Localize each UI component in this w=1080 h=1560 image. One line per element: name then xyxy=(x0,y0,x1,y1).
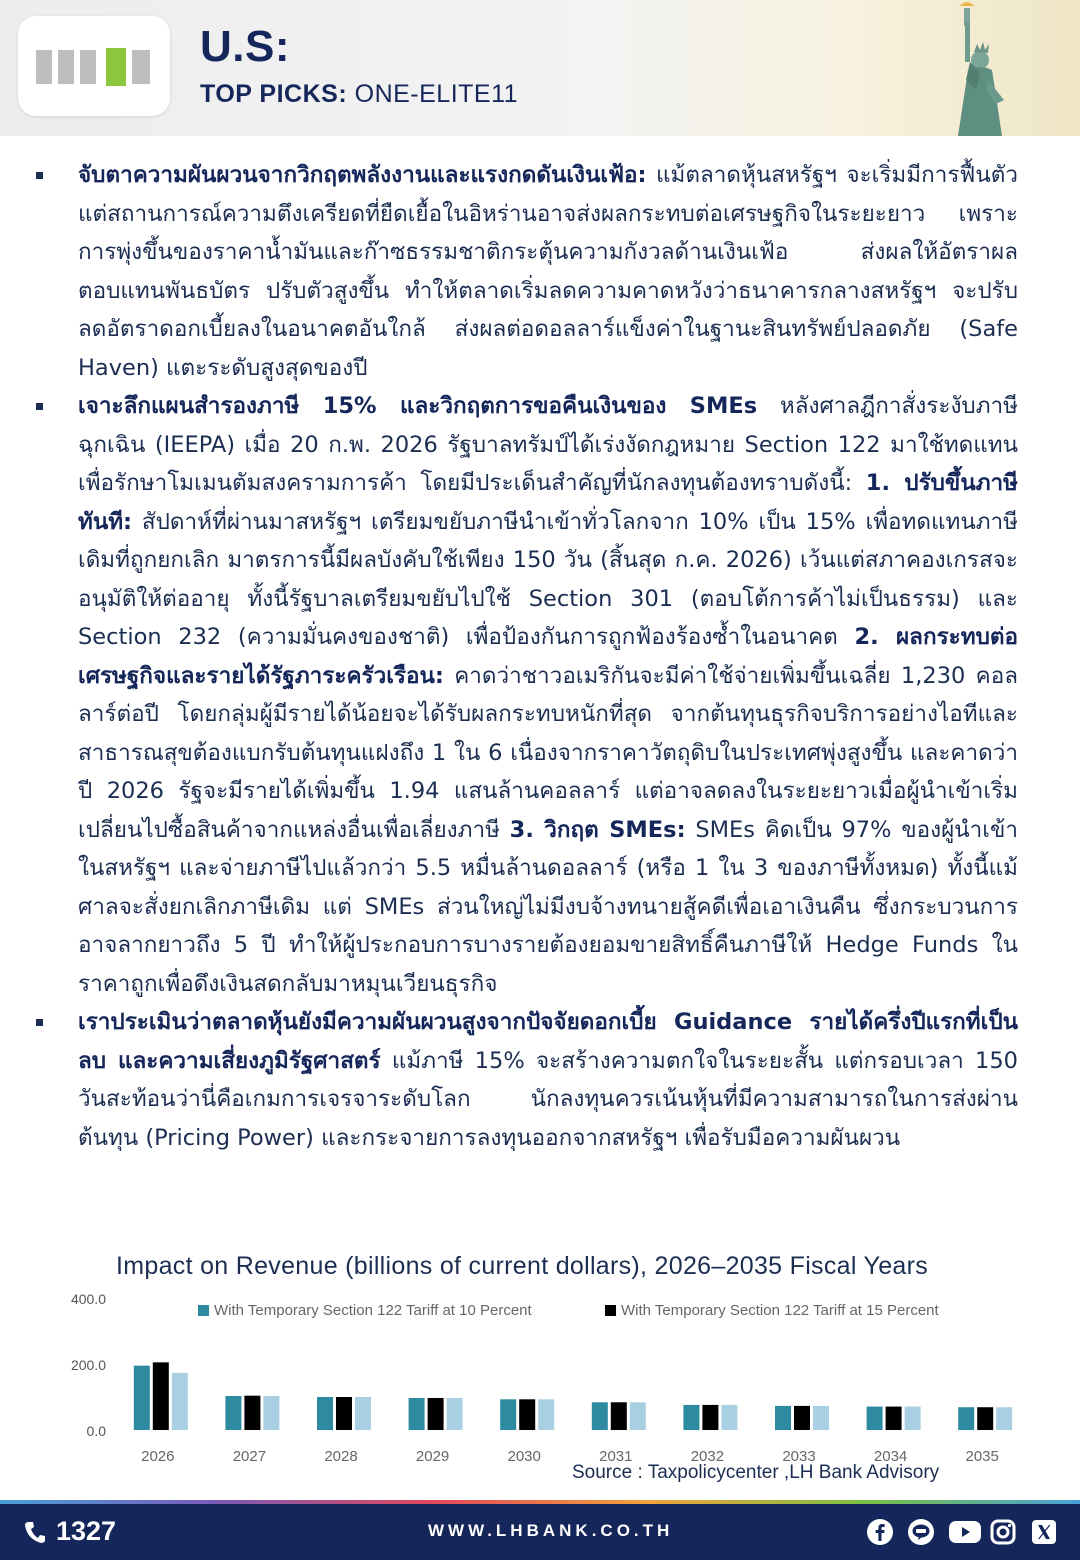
line-icon[interactable] xyxy=(907,1518,935,1546)
x-tick-label: 2029 xyxy=(415,1448,450,1465)
bar-2031-series-1 xyxy=(592,1402,608,1430)
point-1-heading: 1. ปรับขึ้นภาษีทันที: xyxy=(78,470,1018,535)
bar-2032-series-1 xyxy=(683,1405,699,1430)
bar-2029-series-1 xyxy=(409,1398,425,1430)
x-icon[interactable] xyxy=(1030,1518,1058,1546)
subtitle-label: TOP PICKS: xyxy=(200,80,348,108)
bar-2026-series-1 xyxy=(134,1366,150,1430)
statue-of-liberty-image xyxy=(930,0,1040,136)
point-3-text: SMEs คิดเป็น 97% ของผู้นำเข้าในสหรัฐฯ และจ่ายภาษีไปแล้วกว่า 5.5 หมื่นล้านดอลลาร์ (หรือ 1 ใน 3 ของภาษีทั้งหมด) ทั้งนี้แม้ศาลจะสั่งยกเลิกภาษีเดิม แต่ SMEs ส่วนใหญ่ไม่มีงบจ้างทนายสู้คดีเพื่อเอาเงินคืน ซึ่งกระบวนการอาจลากยาวถึง 5 ปี ทำให้ผู้ประกอบการบางรายต้องยอมขายสิทธิ์คืนภาษีให้ Hedge Funds ในราคาถูกเพื่อดึงเงินสดกลับมาหมุนเวียนธุรกิจ xyxy=(78,816,1018,997)
chart-title: Impact on Revenue (billions of current dollars), 2026–2035 Fiscal Years xyxy=(116,1252,929,1280)
bullet-icon xyxy=(36,172,43,179)
bar-2033-series-1 xyxy=(775,1406,791,1430)
website-link[interactable]: WWW.LHBANK.CO.TH xyxy=(428,1521,674,1540)
logo xyxy=(18,16,170,116)
legend-swatch xyxy=(605,1305,616,1316)
subtitle-value: ONE-ELITE11 xyxy=(354,80,519,108)
social-links xyxy=(866,1518,1058,1546)
bar-2030-series-2 xyxy=(519,1399,535,1430)
point-2-heading: 2. ผลกระทบต่อเศรษฐกิจและรายได้รัฐภาระครัวเรือน: xyxy=(78,624,1018,689)
point-3-heading: 3. วิกฤต SMEs: xyxy=(509,816,686,843)
bar-2027-series-2 xyxy=(244,1396,260,1430)
facebook-icon[interactable] xyxy=(866,1518,894,1546)
bullet-text: หลังศาลฎีกาสั่งระงับภาษีฉุกเฉิน (IEEPA) เมื่อ 20 ก.พ. 2026 รัฐบาลทรัมป์ได้เร่งงัดกฎหมาย Section 122 มาใช้ทดแทนเพื่อรักษาโมเมนตัมสงครามการค้า โดยมีประเด็นสำคัญที่นักลงทุนต้องทราบดังนี้: xyxy=(78,393,1019,496)
bullet-outlook xyxy=(36,1003,1018,1157)
hotline-number: 1327 xyxy=(56,1516,117,1546)
bar-2033-series-3 xyxy=(813,1406,829,1430)
bullet-heading: จับตาความผันผวนจากวิกฤตพลังงานและแรงกดดันเงินเฟ้อ: xyxy=(78,162,647,188)
phone-icon xyxy=(24,1520,46,1544)
bar-2026-series-3 xyxy=(172,1373,188,1430)
bullet-text: แม้ตลาดหุ้นสหรัฐฯ จะเริ่มมีการฟื้นตัว แต่สถานการณ์ความตึงเครียดที่ยืดเยื้อในอิหร่านอาจส่งผลกระทบต่อเศรษฐกิจในระยะยาว เพราะการพุ่งขึ้นของราคาน้ำมันและก๊าซธรรมชาติกระตุ้นความกังวลด้านเงินเฟ้อ ส่งผลให้อัตราผลตอบแทนพันธบัตร ปรับตัวสูงขึ้น ทำให้ตลาดเริ่มลดความคาดหวังว่าธนาคารกลางสหรัฐฯ จะปรับลดอัตราดอกเบี้ยลงในอนาคตอันใกล้ ส่งผลต่อดอลลาร์แข็งค่าในฐานะสินทรัพย์ปลอดภัย (Safe Haven) แตะระดับสูงสุดของปี xyxy=(78,162,1018,381)
hotline[interactable] xyxy=(24,1516,116,1547)
bar-2028-series-1 xyxy=(317,1397,333,1430)
page-title: U.S: xyxy=(200,22,290,71)
bar-2033-series-2 xyxy=(794,1406,810,1430)
legend-swatch xyxy=(198,1305,209,1316)
point-1-text: สัปดาห์ที่ผ่านมาสหรัฐฯ เตรียมขยับภาษีนำเข้าทั่วโลกจาก 10% เป็น 15% เพื่อทดแทนภาษีเดิมที่ถูกยกเลิก มาตรการนี้มีผลบังคับใช้เพียง 150 วัน (สิ้นสุด ก.ค. 2026) เว้นแต่สภาคองเกรสจะอนุมัติให้ต่ออายุ ทั้งนี้รัฐบาลเตรียมขยับไปใช้ Section 301 (ตอบโต้การค้าไม่เป็นธรรม) และ Section 232 (ความมั่นคงของชาติ) เพื่อป้องกันการถูกฟ้องร้องซ้ำในอนาคต xyxy=(78,508,1018,650)
bar-2035-series-2 xyxy=(977,1407,993,1430)
bar-2031-series-2 xyxy=(611,1402,627,1430)
article-body xyxy=(36,156,1018,1157)
bullet-energy-inflation xyxy=(36,156,1018,387)
bullet-heading: เจาะลึกแผนสำรองภาษี 15% และวิกฤตการขอคืนเงินของ SMEs xyxy=(78,393,758,419)
x-tick-label: 2035 xyxy=(965,1448,999,1465)
bar-2035-series-1 xyxy=(958,1407,974,1430)
bar-2028-series-2 xyxy=(336,1397,352,1430)
x-tick-label: 2034 xyxy=(873,1448,908,1465)
x-tick-label: 2030 xyxy=(507,1448,541,1465)
instagram-icon[interactable] xyxy=(989,1518,1017,1546)
bar-2034-series-3 xyxy=(905,1407,921,1430)
chart-source: Source : Taxpolicycenter ,LH Bank Advisory xyxy=(572,1462,940,1483)
bullet-text: แม้ภาษี 15% จะสร้างความตกใจในระยะสั้น แต่กรอบเวลา 150 วันสะท้อนว่านี่คือเกมการเจรจาระดับโลก นักลงทุนควรเน้นหุ้นที่มีความสามารถในการส่งผ่านต้นทุน (Pricing Power) และกระจายการลงทุนออกจากสหรัฐฯ เพื่อรับมือความผันผวน xyxy=(78,1047,1018,1151)
y-tick-label: 0.0 xyxy=(86,1423,106,1439)
bar-2029-series-2 xyxy=(428,1398,444,1430)
page-footer xyxy=(0,1504,1080,1560)
bar-2030-series-3 xyxy=(538,1399,554,1430)
bar-2027-series-1 xyxy=(225,1396,241,1430)
x-tick-label: 2026 xyxy=(141,1448,175,1465)
x-tick-label: 2028 xyxy=(324,1448,358,1465)
y-tick-label: 400.0 xyxy=(70,1291,106,1307)
bar-2032-series-3 xyxy=(721,1405,737,1430)
x-tick-label: 2032 xyxy=(690,1448,725,1465)
bar-2030-series-1 xyxy=(500,1399,516,1430)
bar-2029-series-3 xyxy=(447,1398,463,1430)
x-tick-label: 2033 xyxy=(782,1448,816,1465)
bar-2034-series-1 xyxy=(867,1407,883,1430)
x-tick-label: 2031 xyxy=(599,1448,633,1465)
bar-2032-series-2 xyxy=(702,1405,718,1430)
bar-2035-series-3 xyxy=(996,1407,1012,1430)
page-header xyxy=(0,0,1080,136)
bar-2027-series-3 xyxy=(263,1396,279,1430)
y-tick-label: 200.0 xyxy=(70,1357,106,1373)
legend-label: With Temporary Section 122 Tariff at 10 Percent xyxy=(214,1302,532,1319)
point-2-text: คาดว่าชาวอเมริกันจะมีค่าใช้จ่ายเพิ่มขึ้นเฉลี่ย 1,230 คอลลาร์ต่อปี โดยกลุ่มผู้มีรายได้น้อยจะได้รับผลกระทบหนักที่สุด จากต้นทุนธุรกิจบริการอย่างไอทีและสาธารณสุขต้องแบกรับต้นทุนแฝงถึง 1 ใน 6 เนื่องจากราคาวัตถุดิบในประเทศพุ่งสูงขึ้น และคาดว่าปี 2026 รัฐจะมีรายได้เพิ่มขึ้น 1.94 แสนล้านคอลลาร์ แต่อาจลดลงในระยะยาวเมื่อผู้นำเข้าเริ่มเปลี่ยนไปซื้อสินค้าจากแหล่งอื่นเพื่อเลี่ยงภาษี xyxy=(78,662,1018,843)
page-subtitle xyxy=(200,80,518,109)
bar-2034-series-2 xyxy=(886,1407,902,1430)
bullet-heading: เราประเมินว่าตลาดหุ้นยังมีความผันผวนสูงจากปัจจัยดอกเบี้ย Guidance รายได้ครึ่งปีแรกที่เป็นลบ และความเสี่ยงภูมิรัฐศาสตร์ xyxy=(78,1009,1018,1074)
youtube-icon[interactable] xyxy=(948,1518,976,1546)
bullet-icon xyxy=(36,1019,43,1026)
bullet-tariff-smes xyxy=(36,387,1018,1003)
legend-label: With Temporary Section 122 Tariff at 15 Percent xyxy=(621,1302,939,1319)
bullet-icon xyxy=(36,403,43,410)
x-tick-label: 2027 xyxy=(232,1448,267,1465)
bar-2031-series-3 xyxy=(630,1402,646,1430)
bar-2026-series-2 xyxy=(153,1362,169,1430)
bar-2028-series-3 xyxy=(355,1397,371,1430)
revenue-impact-chart xyxy=(0,1285,1080,1465)
